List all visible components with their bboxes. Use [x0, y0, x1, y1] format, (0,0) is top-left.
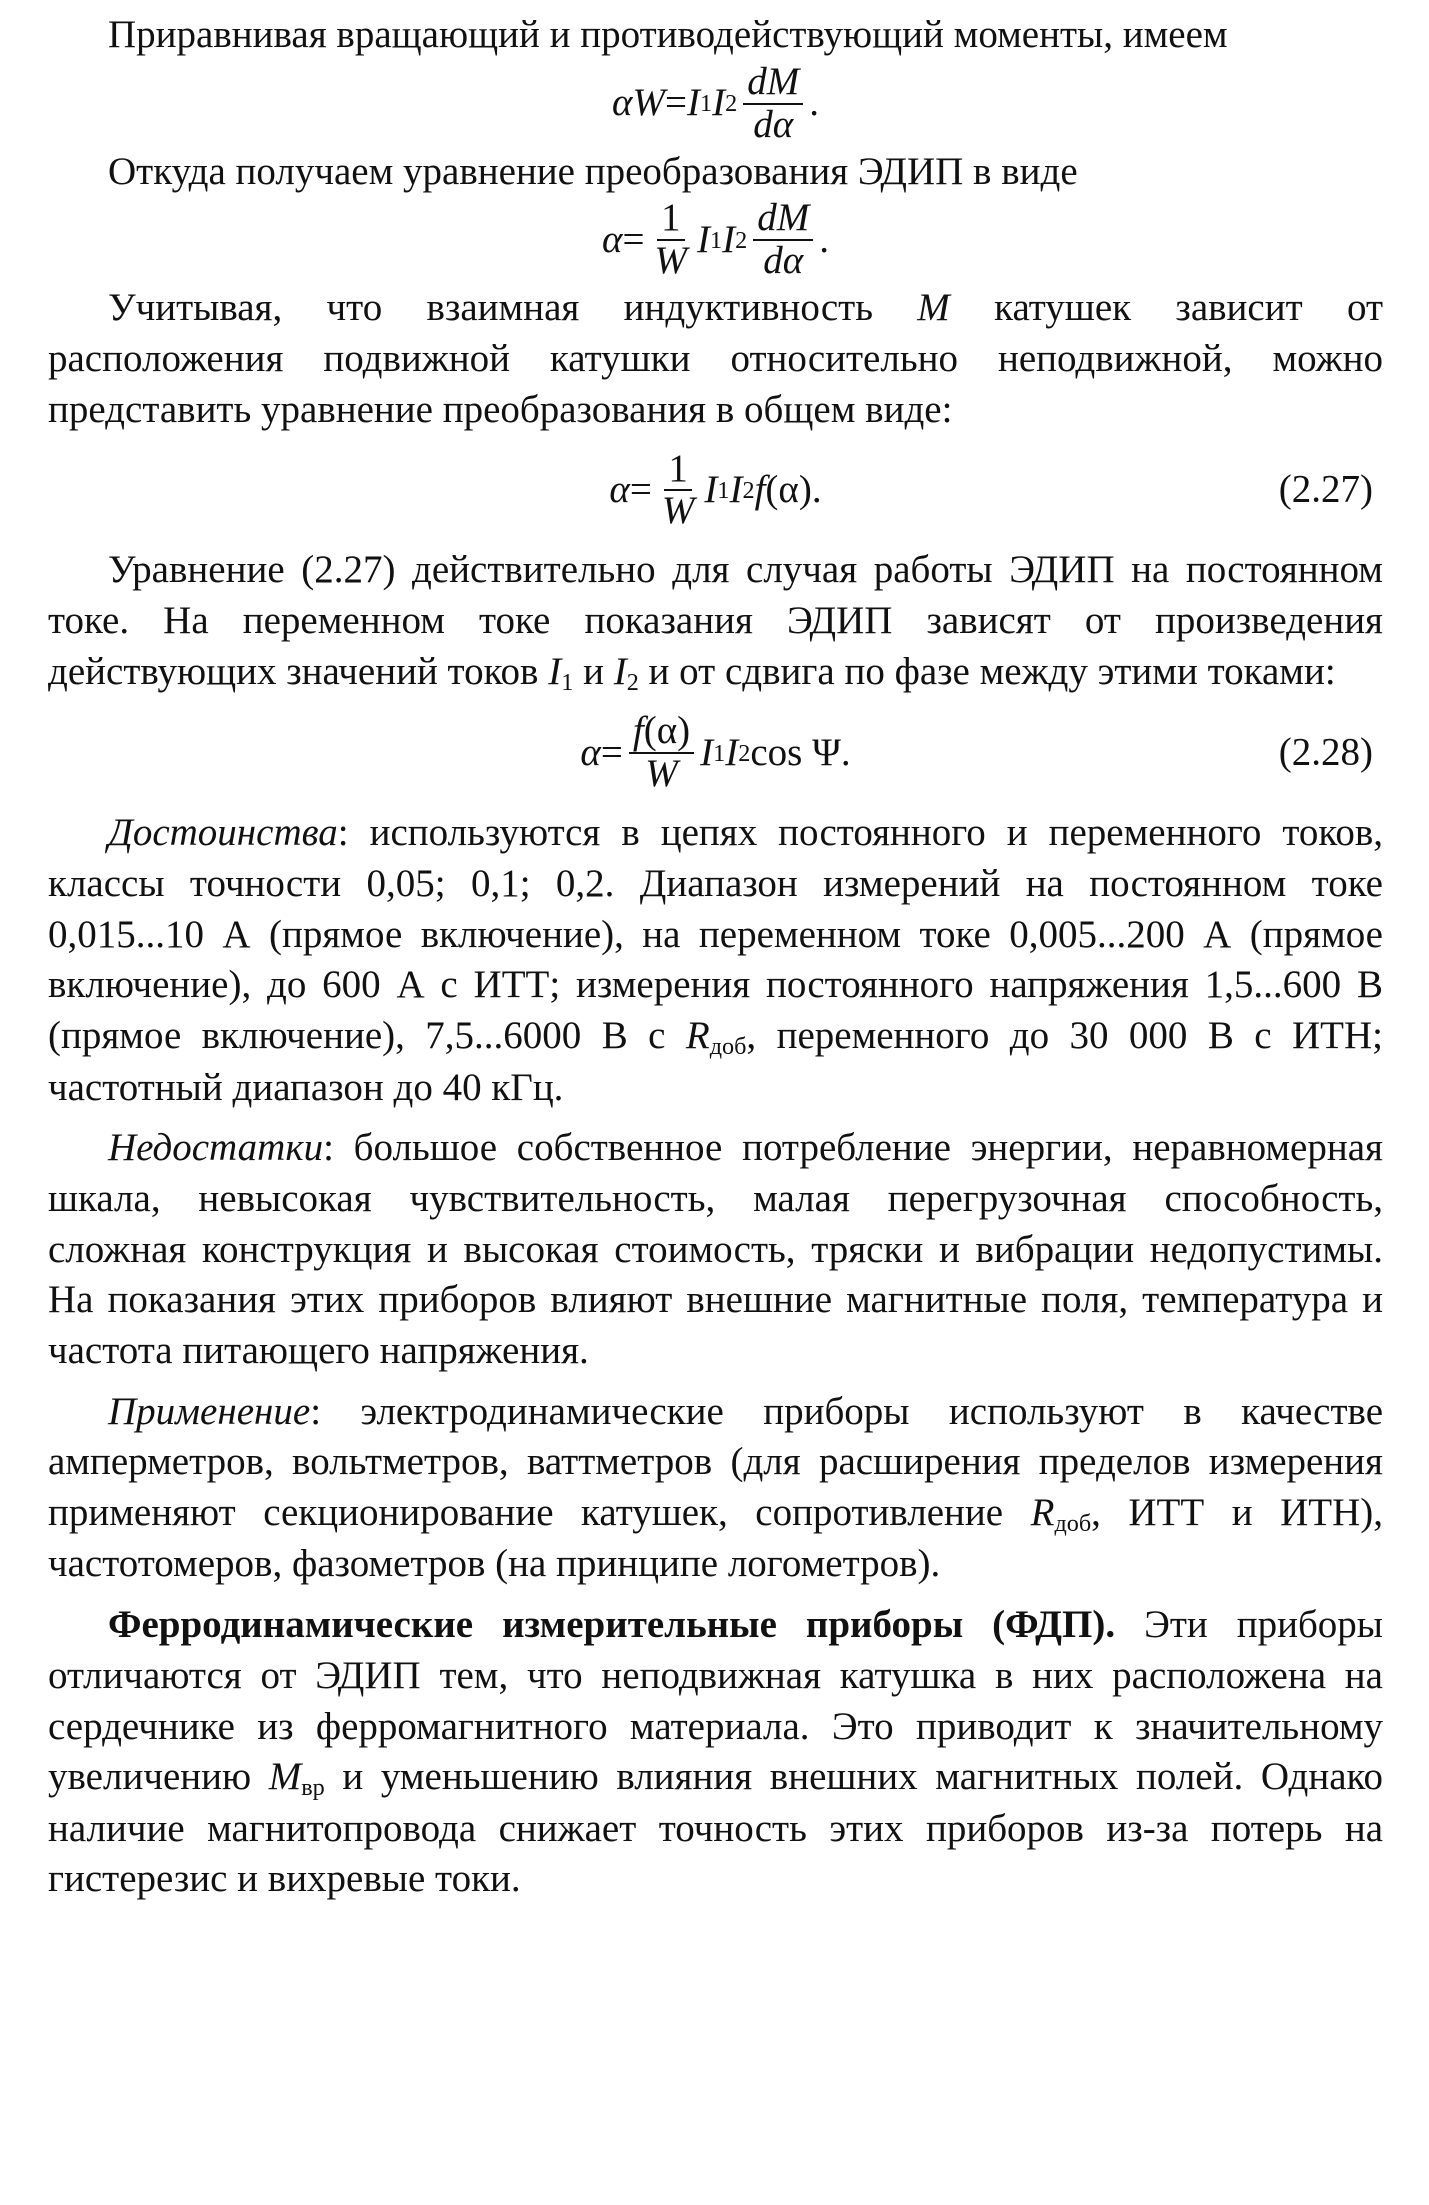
text-run: : используются в цепях постоянного и переменного токов, классы точности 0,05; 0,1; 0,2. Диапазон измерений на постоянном токе 0,015...10 А (прямое включение), на переменном токе 0,005...200 А (прямое включение), до 600 А с ИТТ; измерения постоянного напряжения 1,5...600 В (прямое включение), 7,5...6000 В с	[48, 811, 1383, 1058]
spacer	[48, 1377, 1383, 1387]
subscript: 1	[561, 668, 574, 696]
symbol-M: M	[268, 1755, 302, 1799]
text-run: : электродинамические приборы используют в качестве амперметров, вольтметров, ваттметров (для расширения пределов измерения применяют секционирование катушек, сопротивление	[48, 1389, 1383, 1534]
text-run: , переменного до 30 000 В с ИТН; частотный диапазон до 40 кГц.	[48, 1014, 1384, 1109]
eq-denominator: dα	[753, 102, 794, 146]
text-run: катушек зависит от расположения подвижной катушки относительно неподвижной, можно представить уравнение преобразования в общем виде:	[48, 286, 1383, 431]
eq-subscript: 1	[710, 226, 723, 254]
eq-fraction	[753, 198, 813, 282]
text-run: и уменьшению влияния внешних магнитных полей. Однако наличие магнитопровода снижает точность этих приборов из-за потерь на гистерезис и вихревые токи.	[48, 1755, 1383, 1901]
eq-symbol: f	[754, 468, 766, 512]
eq-operator: .	[811, 468, 822, 512]
spacer	[48, 1590, 1383, 1600]
eq-symbol: I	[700, 730, 714, 774]
equation-2-28	[48, 698, 1383, 808]
eq-symbol: α	[580, 730, 601, 774]
eq-fraction	[658, 446, 699, 533]
eq-subscript: 1	[713, 739, 726, 767]
eq-symbol: α	[612, 81, 633, 125]
eq-fraction	[651, 198, 692, 282]
eq-operator: .	[809, 81, 819, 125]
equation-number: (2.28)	[1278, 730, 1373, 774]
text-run: Учитывая, что взаимная индуктивность	[108, 286, 918, 330]
eq-operator: =	[600, 730, 623, 774]
paragraph-ac-dc	[48, 545, 1383, 698]
equation-number: (2.27)	[1278, 468, 1373, 512]
eq-subscript: 2	[725, 89, 738, 117]
symbol-R: R	[1030, 1491, 1055, 1534]
eq-operator: =	[665, 81, 688, 125]
text-run: Откуда получаем уравнение преобразования ЭДИП в виде	[108, 149, 1078, 193]
paragraph-application	[48, 1387, 1383, 1591]
eq-operator: =	[622, 218, 645, 262]
symbol-R: R	[685, 1014, 710, 1058]
application-label: Применение	[108, 1389, 311, 1433]
eq-fraction	[743, 59, 803, 146]
eq-fraction	[629, 711, 694, 795]
eq-symbol: α	[602, 218, 623, 262]
text-run: Уравнение (2.27) действительно для случая работы ЭДИП на постоянном токе. На переменном токе показания ЭДИП зависят от произведения действующих значений токов	[48, 548, 1383, 693]
symbol-M: M	[917, 286, 950, 330]
text-run: и от сдвига по фазе между этими токами:	[638, 649, 1336, 693]
eq-symbol: I	[712, 81, 726, 125]
eq-denominator: dα	[763, 239, 804, 283]
symbol-I: I	[548, 649, 562, 693]
subscript: доб	[709, 1033, 747, 1061]
text-run: : большое собственное потребление энергии, неравномерная шкала, невысокая чувствительность, малая перегрузочная способность, сложная конструкция и высокая стоимость, тряски и вибрации недопустимы. На показания этих приборов влияют внешние магнитные поля, температура и частота питающего напряжения.	[48, 1126, 1383, 1372]
paragraph-equating-moments	[48, 10, 1383, 61]
eq-symbol: I	[697, 218, 711, 262]
eq-symbol: I	[704, 468, 718, 512]
eq-symbol: I	[729, 468, 743, 512]
subscript: доб	[1054, 1510, 1092, 1538]
paragraph-conversion-intro	[48, 147, 1383, 198]
paragraph-disadvantages	[48, 1123, 1383, 1376]
spacer	[48, 1113, 1383, 1123]
document-page	[48, 10, 1383, 2200]
symbol-I: I	[613, 649, 627, 693]
eq-symbol: I	[725, 730, 739, 774]
paragraph-advantages	[48, 808, 1383, 1113]
text-run: Приравнивая вращающий и противодействующий моменты, имеем	[108, 13, 1228, 56]
eq-subscript: 1	[717, 476, 730, 504]
eq-symbol: (α)	[643, 709, 691, 753]
eq-symbol: cos Ψ.	[750, 730, 851, 774]
eq-subscript: 2	[742, 476, 755, 504]
eq-symbol: α	[609, 468, 630, 512]
equation-2-27	[48, 435, 1383, 545]
eq-denominator: W	[661, 489, 695, 533]
text-run: , ИТТ и ИТН), частотомеров, фазометров (на принципе логометров).	[48, 1491, 1383, 1586]
text-run: Эти приборы отличаются от ЭДИП тем, что неподвижная катушка в них расположена на сердечнике из ферромагнитного материала. Это приводит к значительному увеличению	[48, 1603, 1383, 1799]
eq-numerator: dM	[743, 62, 803, 105]
eq-denominator: W	[645, 752, 678, 796]
advantages-label: Достоинства	[108, 811, 338, 855]
eq-numerator: dM	[753, 198, 813, 241]
disadvantages-label: Недостатки	[108, 1126, 324, 1170]
equation-conversion	[48, 197, 1383, 283]
eq-numerator: 1	[657, 198, 685, 241]
eq-symbol: (α)	[765, 468, 812, 512]
eq-symbol: I	[687, 81, 701, 125]
subscript: 2	[626, 668, 639, 696]
eq-operator: .	[819, 218, 829, 262]
eq-symbol: f	[632, 709, 644, 753]
eq-symbol: W	[632, 81, 666, 125]
eq-subscript: 1	[700, 89, 713, 117]
eq-subscript: 2	[735, 226, 748, 254]
eq-denominator: W	[654, 239, 688, 283]
paragraph-ferrodynamic	[48, 1600, 1383, 1905]
text-run: и	[573, 649, 614, 693]
eq-symbol: I	[722, 218, 736, 262]
equation-moment-balance	[48, 61, 1383, 147]
paragraph-mutual-inductance	[48, 283, 1383, 435]
subscript: вр	[301, 1774, 325, 1802]
section-heading: Ферродинамические измерительные приборы (ФДП).	[108, 1603, 1116, 1647]
eq-numerator: 1	[664, 449, 692, 492]
eq-operator: =	[629, 468, 652, 512]
eq-subscript: 2	[738, 739, 751, 767]
